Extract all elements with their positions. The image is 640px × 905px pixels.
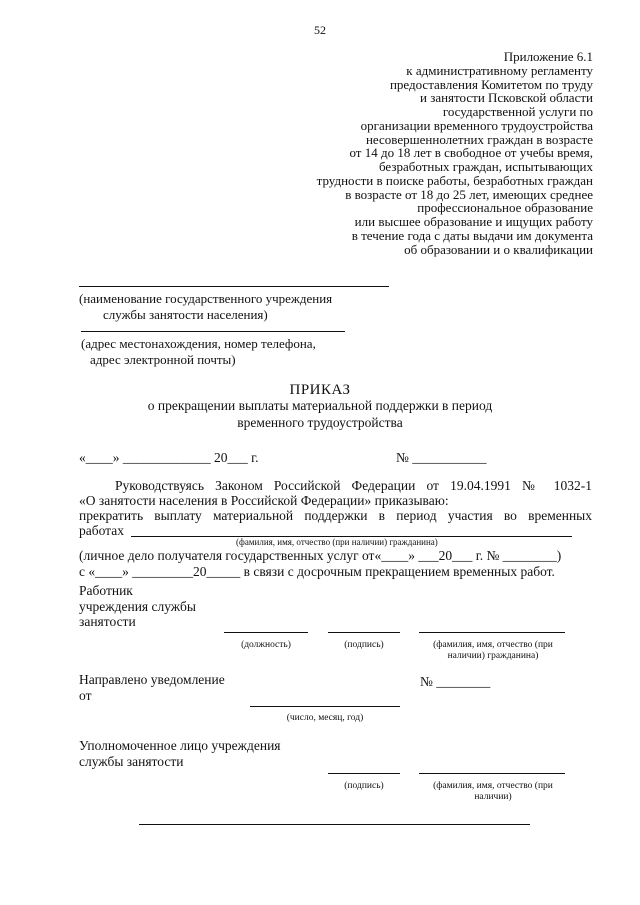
worker-label — [79, 583, 196, 630]
worker-fio-caption-line: наличии) гражданина) — [447, 650, 539, 661]
order-number[interactable]: № ___________ — [396, 450, 487, 465]
notice-label-line: Направлено уведомление — [79, 672, 225, 687]
notice-label — [79, 672, 225, 703]
authorized-fio-caption — [415, 781, 571, 803]
appendix-line: об образовании и о квалификации — [404, 241, 593, 257]
appendix-header — [293, 50, 593, 256]
notice-label-line: от — [79, 687, 92, 703]
institution-caption-line: службы занятости населения) — [103, 306, 268, 322]
appendix-line: трудности в поиске работы, безработных граждан — [316, 172, 593, 188]
bottom-divider — [139, 824, 530, 825]
authorized-fio-caption-line: (фамилия, имя, отчество (при — [433, 781, 553, 791]
appendix-line: в возрасте от 18 до 25 лет, имеющих среднее — [345, 186, 593, 202]
notice-date-caption: (число, месяц, год) — [286, 713, 364, 723]
order-subtitle — [0, 398, 640, 432]
order-subtitle-line: о прекращении выплаты материальной поддержки в период — [147, 398, 493, 413]
address-caption — [81, 336, 401, 367]
personal-file-line[interactable]: (личное дело получателя государственных услуг от«____» ___20___ г. № ________) — [79, 548, 562, 563]
appendix-line: в течение года с даты выдачи им документа — [351, 227, 593, 243]
worker-fio-line[interactable] — [419, 632, 565, 633]
notice-number[interactable]: № ________ — [420, 674, 491, 689]
authorized-label — [79, 738, 281, 769]
worker-position-line[interactable] — [224, 632, 308, 633]
appendix-line: предоставления Комитетом по труду — [389, 76, 593, 92]
institution-caption — [79, 291, 399, 322]
institution-caption-line: (наименование государственного учреждения — [79, 291, 333, 306]
order-text-line: прекратить выплату материальной поддержки в период участия во временных — [79, 508, 592, 523]
appendix-line: несовершеннолетних граждан в возрасте — [365, 131, 593, 147]
appendix-line: Приложение 6.1 — [503, 49, 593, 64]
order-date[interactable]: «____» _____________ 20___ г. — [79, 450, 259, 465]
authorized-signature-line[interactable] — [328, 773, 400, 774]
worker-position-caption: (должность) — [241, 640, 291, 650]
appendix-line: профессиональное образование — [417, 200, 593, 216]
termination-date-line[interactable]: с «____» _________20_____ в связи с досрочным прекращением временных работ. — [79, 564, 555, 579]
worker-label-line: учреждения службы — [79, 598, 196, 614]
appendix-line: или высшее образование и ищущих работу — [354, 214, 593, 230]
order-subtitle-line: временного трудоустройства — [237, 414, 403, 430]
authorized-label-line: службы занятости — [79, 753, 184, 769]
citizen-fio-caption: (фамилия, имя, отчество (при наличии) гражданина) — [236, 537, 438, 547]
authorized-signature-caption: (подпись) — [344, 781, 384, 791]
authorized-label-line: Уполномоченное лицо учреждения — [79, 738, 281, 753]
worker-signature-line[interactable] — [328, 632, 400, 633]
appendix-line: к административному регламенту — [406, 62, 593, 78]
page-number: 52 — [314, 23, 326, 37]
institution-name-line[interactable] — [79, 286, 389, 287]
order-title: ПРИКАЗ — [289, 382, 351, 398]
legal-basis-line-2: «О занятости населения в Российской Федерации» приказываю: — [79, 493, 449, 508]
authorized-fio-caption-line: наличии) — [474, 791, 512, 802]
address-caption-line: (адрес местонахождения, номер телефона, — [81, 336, 316, 351]
appendix-line: государственной услуги по — [442, 104, 593, 120]
notice-date-line[interactable] — [250, 706, 400, 707]
address-caption-line: адрес электронной почты) — [90, 351, 236, 367]
appendix-line: от 14 до 18 лет в свободное от учебы время, — [349, 145, 593, 161]
address-line[interactable] — [81, 331, 345, 332]
authorized-fio-line[interactable] — [419, 773, 565, 774]
worker-fio-caption-line: (фамилия, имя, отчество (при — [433, 640, 553, 650]
appendix-line: и занятости Псковской области — [419, 90, 593, 106]
appendix-line: организации временного трудоустройства — [360, 117, 593, 133]
worker-fio-caption — [415, 640, 571, 662]
worker-signature-caption: (подпись) — [344, 640, 384, 650]
worker-label-line: занятости — [79, 614, 136, 630]
order-text-works: работах — [79, 523, 124, 538]
appendix-line: безработных граждан, испытывающих — [378, 159, 593, 175]
worker-label-line: Работник — [79, 583, 133, 598]
legal-basis-line-1: Руководствуясь Законом Российской Федерации от 19.04.1991 № 1032-1 — [115, 478, 592, 493]
